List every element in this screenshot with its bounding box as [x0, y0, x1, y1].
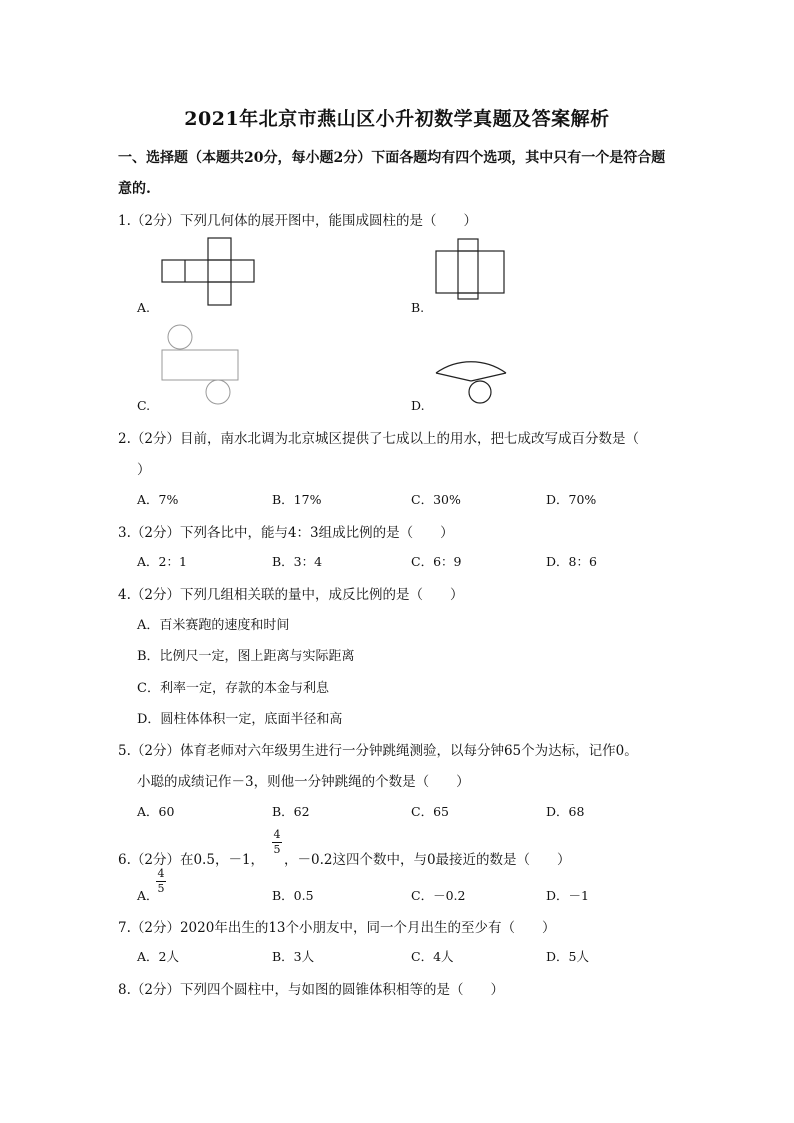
q1-option-b: B. — [411, 300, 425, 315]
fraction-numerator: 4 — [273, 828, 281, 841]
net-figure-c — [160, 324, 242, 406]
q4-option-c: C．利率一定，存款的本金与利息 — [137, 681, 329, 696]
question-4: 4.（2分）下列几组相关联的量中，成反比例的是（ ） — [118, 587, 464, 603]
q6-fraction-four-fifths — [272, 829, 282, 856]
section1-heading-line2: 意的. — [118, 181, 151, 197]
q6-option-a-fraction — [156, 868, 166, 895]
q1-option-c: C. — [137, 398, 151, 413]
q6-option-c: C．－0.2 — [411, 888, 466, 903]
q2-option-c: C．30% — [411, 492, 461, 507]
q4-option-d: D．圆柱体体积一定，底面半径和高 — [137, 712, 343, 727]
q2-option-a: A．7% — [137, 492, 179, 507]
q7-option-a: A．2人 — [137, 949, 179, 964]
q3-option-b: B．3：4 — [272, 554, 323, 569]
question-5-line1: 5.（2分）体育老师对六年级男生进行一分钟跳绳测验，以每分钟65个为达标，记作0。 — [118, 743, 638, 759]
q2-option-b: B．17% — [272, 492, 322, 507]
q4-option-b: B．比例尺一定，图上距离与实际距离 — [137, 649, 355, 664]
page-title: 2021年北京市燕山区小升初数学真题及答案解析 — [184, 108, 610, 130]
fraction-numerator: 4 — [157, 867, 165, 880]
question-6-before-fraction: 6.（2分）在0.5，－1， — [118, 852, 265, 868]
section1-heading-line1: 一、选择题（本题共20分，每小题2分）下面各题均有四个选项，其中只有一个是符合题 — [118, 150, 666, 166]
question-7: 7.（2分）2020年出生的13个小朋友中，同一个月出生的至少有（ ） — [118, 920, 556, 936]
question-8: 8.（2分）下列四个圆柱中，与如图的圆锥体积相等的是（ ） — [118, 982, 504, 998]
question-2-line2: ） — [137, 462, 151, 478]
q5-option-a: A．60 — [137, 804, 175, 819]
fraction-denominator: 5 — [273, 843, 281, 856]
net-figure-a — [160, 237, 270, 309]
q2-option-d: D．70% — [546, 492, 597, 507]
q5-option-c: C．65 — [411, 804, 449, 819]
q4-option-a: A．百米赛跑的速度和时间 — [137, 618, 290, 633]
question-5-line2: 小聪的成绩记作－3，则他一分钟跳绳的个数是（ ） — [137, 774, 470, 790]
q6-option-a-label: A． — [137, 888, 159, 903]
net-figure-b — [434, 237, 514, 301]
q6-option-b: B．0.5 — [272, 888, 314, 903]
question-3: 3.（2分）下列各比中，能与4：3组成比例的是（ ） — [118, 525, 454, 541]
q3-option-c: C．6：9 — [411, 554, 462, 569]
q7-option-b: B．3人 — [272, 949, 315, 964]
q7-option-d: D．5人 — [546, 949, 589, 964]
q1-option-d: D. — [411, 398, 425, 413]
q6-option-d: D．－1 — [546, 888, 589, 903]
fraction-denominator: 5 — [157, 882, 165, 895]
q1-option-a: A. — [137, 300, 151, 315]
question-6-after-fraction: ，－0.2这四个数中，与0最接近的数是（ ） — [284, 852, 571, 868]
net-figure-d — [434, 344, 514, 406]
q3-option-a: A．2：1 — [137, 554, 187, 569]
question-1: 1.（2分）下列几何体的展开图中，能围成圆柱的是（ ） — [118, 213, 477, 229]
q7-option-c: C．4人 — [411, 949, 454, 964]
question-2-line1: 2.（2分）目前，南水北调为北京城区提供了七成以上的用水，把七成改写成百分数是（ — [118, 431, 639, 447]
q5-option-b: B．62 — [272, 804, 310, 819]
q5-option-d: D．68 — [546, 804, 585, 819]
q3-option-d: D．8：6 — [546, 554, 597, 569]
